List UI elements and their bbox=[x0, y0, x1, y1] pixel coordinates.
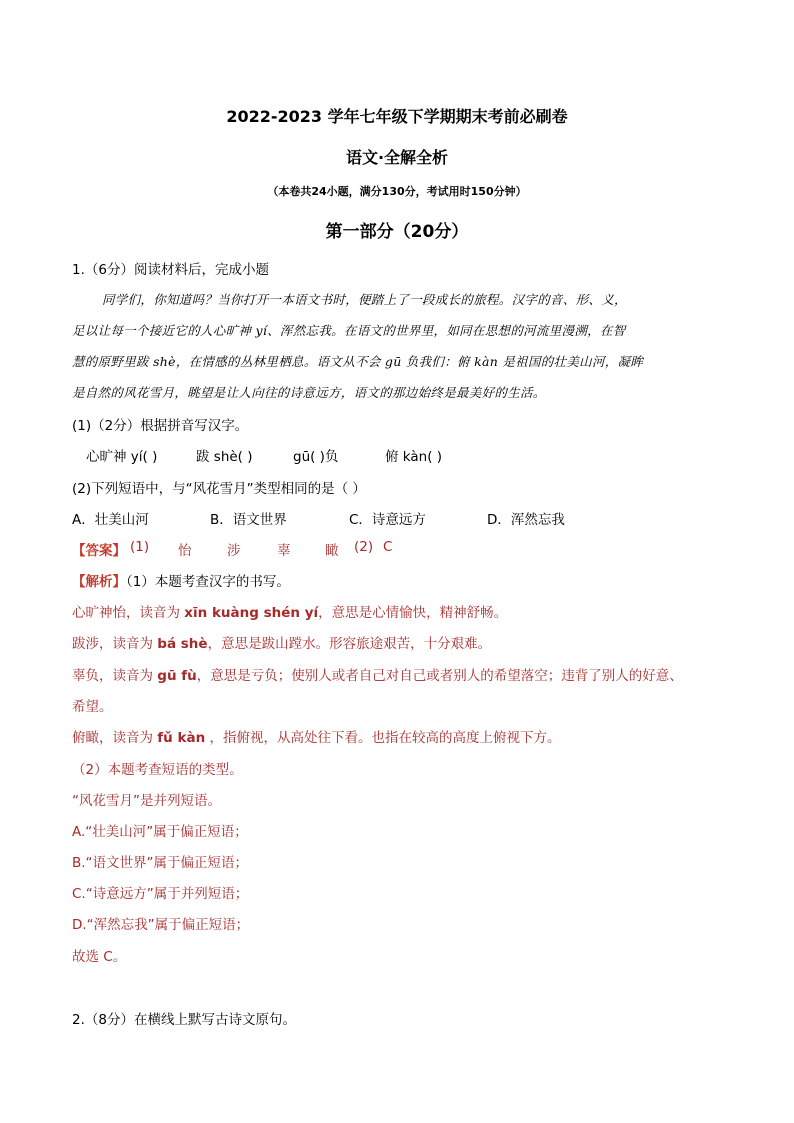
document-subtitle: 语文·全解全析 bbox=[345, 148, 449, 167]
explanation-text: ，意思是亏负；使别人或者自己对自己或者别人的希望落空；违背了别人的好意、 bbox=[196, 668, 683, 684]
answer-part: 辜 bbox=[277, 543, 291, 559]
part2-intro: （2）本题考查短语的类型。 bbox=[72, 762, 243, 778]
part2-line: B.“语文世界”属于偏正短语； bbox=[72, 855, 249, 871]
answer-part: 怡 bbox=[178, 543, 192, 559]
analysis-line bbox=[72, 570, 290, 590]
passage-line: 足以让每一个接近它的人心旷神 yí、浑然忘我。在语文的世界里，如同在思想的河流里漫溯，在智 bbox=[72, 323, 626, 338]
option-c: C．诗意远方 bbox=[349, 512, 426, 528]
explanation-text: ，意思是跋山蹚水。形容旅途艰苦，十分艰难。 bbox=[207, 636, 492, 652]
answer-part: 瞰 bbox=[325, 543, 339, 559]
explanation-text: 希望。 bbox=[72, 699, 113, 715]
explanation-text: 俯瞰，读音为 bbox=[72, 730, 158, 746]
pinyin-blank: 心旷神 yí( ) bbox=[86, 449, 158, 465]
explanation-text: 心旷神怡，读音为 bbox=[72, 605, 185, 621]
explanation-pinyin: bá shè bbox=[157, 636, 208, 652]
option-b: B．语文世界 bbox=[210, 512, 287, 528]
sub-question-2: (2)下列短语中，与“风花雪月”类型相同的是（ ） bbox=[72, 481, 366, 497]
explanation-text: ，指俯视，从高处往下看。也指在较高的高度上俯视下方。 bbox=[205, 730, 561, 746]
option-d: D．浑然忘我 bbox=[487, 512, 565, 528]
exam-note: （本卷共24小题，满分130分，考试用时150分钟） bbox=[267, 185, 527, 198]
question-1-heading: 1.（6分）阅读材料后，完成小题 bbox=[72, 262, 269, 278]
pinyin-blank: 俯 kàn( ) bbox=[385, 449, 443, 465]
explanation-line bbox=[72, 695, 113, 715]
answer-label: 【答案】 bbox=[72, 543, 126, 559]
explanation-text: 跋涉，读音为 bbox=[72, 636, 158, 652]
part2-line: D.“浑然忘我”属于偏正短语； bbox=[72, 917, 250, 933]
question-2-heading: 2.（8分）在横线上默写古诗文原句。 bbox=[72, 1012, 296, 1028]
passage-line: 同学们，你知道吗？当你打开一本语文书时，便踏上了一段成长的旅程。汉字的音、形、义， bbox=[102, 292, 627, 307]
explanation-pinyin: gū fù bbox=[157, 668, 197, 684]
part2-line: A.“壮美山河”属于偏正短语； bbox=[72, 824, 248, 840]
pinyin-blank: 跋 shè( ) bbox=[196, 449, 253, 465]
explanation-text: 辜负，读音为 bbox=[72, 668, 158, 684]
analysis-intro: （1）本题考查汉字的书写。 bbox=[126, 574, 290, 590]
pinyin-blank: gū( )负 bbox=[293, 449, 339, 465]
explanation-pinyin: fǔ kàn bbox=[157, 730, 206, 746]
document-title: 2022-2023 学年七年级下学期期末考前必刷卷 bbox=[226, 107, 568, 126]
part2-line: “风花雪月”是并列短语。 bbox=[72, 793, 221, 809]
passage-line: 慧的原野里跋 shè，在情感的丛林里栖息。语文从不会 gū 负我们：俯 kàn 是祖国的壮美山河，凝眸 bbox=[72, 354, 644, 369]
part2-line: C.“诗意远方”属于并列短语； bbox=[72, 886, 249, 902]
explanation-line bbox=[72, 726, 560, 746]
passage-line: 是自然的风花雪月，眺望是让人向往的诗意远方，语文的那边始终是最美好的生活。 bbox=[72, 385, 546, 400]
explanation-text: ，意思是心情愉快，精神舒畅。 bbox=[318, 605, 508, 621]
answer-part: (1) bbox=[130, 539, 150, 555]
answer-part: 涉 bbox=[227, 543, 241, 559]
explanation-line bbox=[72, 601, 507, 621]
explanation-line bbox=[72, 632, 491, 652]
answer-part: (2) bbox=[354, 539, 374, 555]
explanation-line bbox=[72, 664, 683, 684]
analysis-label: 【解析】 bbox=[72, 574, 126, 590]
part2-line: 故选 C。 bbox=[72, 949, 127, 965]
explanation-pinyin: xīn kuàng shén yí bbox=[184, 605, 319, 621]
sub-question-1: (1)（2分）根据拼音写汉字。 bbox=[72, 418, 249, 434]
section-heading: 第一部分（20分） bbox=[325, 222, 469, 242]
answer-part: C bbox=[383, 539, 393, 555]
option-a: A．壮美山河 bbox=[72, 512, 149, 528]
